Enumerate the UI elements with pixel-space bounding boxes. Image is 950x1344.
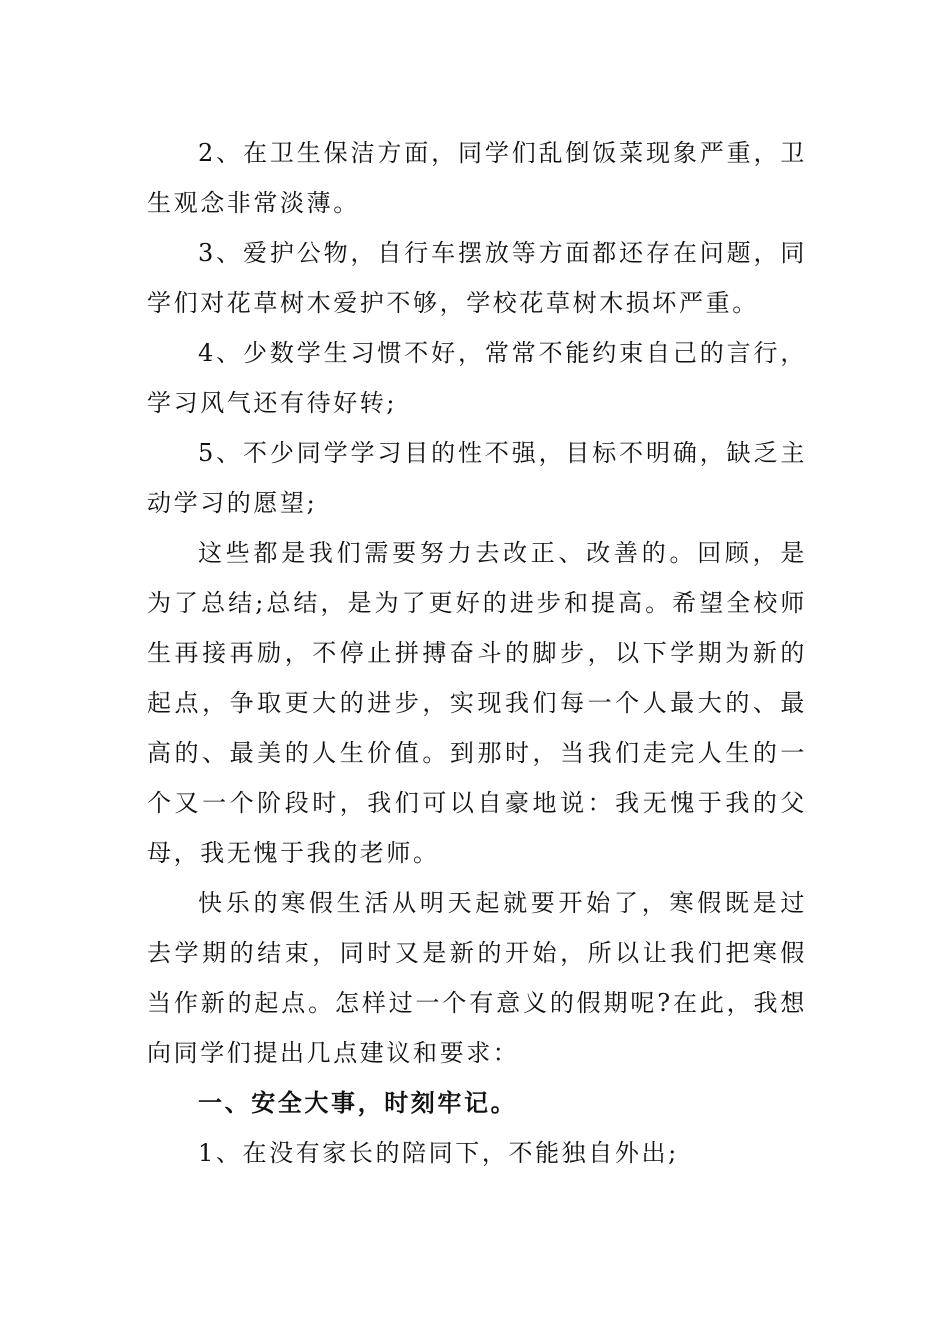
paragraph-item-2: 2、在卫生保洁方面，同学们乱倒饭菜现象严重，卫生观念非常淡薄。 — [147, 139, 807, 217]
paragraph-item-4: 4、少数学生习惯不好，常常不能约束自己的言行，学习风气还有待好转; — [147, 339, 807, 417]
paragraph-item-5: 5、不少同学学习目的性不强，目标不明确，缺乏主动学习的愿望; — [147, 439, 807, 517]
section-heading-safety: 一、安全大事，时刻牢记。 — [198, 1089, 518, 1117]
paragraph-item-3: 3、爱护公物，自行车摆放等方面都还存在问题，同学们对花草树木爱护不够，学校花草树木损坏严重。 — [147, 239, 807, 317]
document-body — [147, 128, 807, 1178]
paragraph-safety-item-1: 1、在没有家长的陪同下，不能独自外出; — [198, 1139, 679, 1167]
paragraph-summary: 这些都是我们需要努力去改正、改善的。回顾，是为了总结;总结，是为了更好的进步和提高。希望全校师生再接再励，不停止拼搏奋斗的脚步，以下学期为新的起点，争取更大的进步，实现我们每一个人最大的、最高的、最美的人生价值。到那时，当我们走完人生的一个又一个阶段时，我们可以自豪地说：我无愧于我的父母，我无愧于我的老师。 — [147, 539, 807, 867]
paragraph-winter-break: 快乐的寒假生活从明天起就要开始了，寒假既是过去学期的结束，同时又是新的开始，所以让我们把寒假当作新的起点。怎样过一个有意义的假期呢?在此，我想向同学们提出几点建议和要求： — [147, 889, 807, 1067]
